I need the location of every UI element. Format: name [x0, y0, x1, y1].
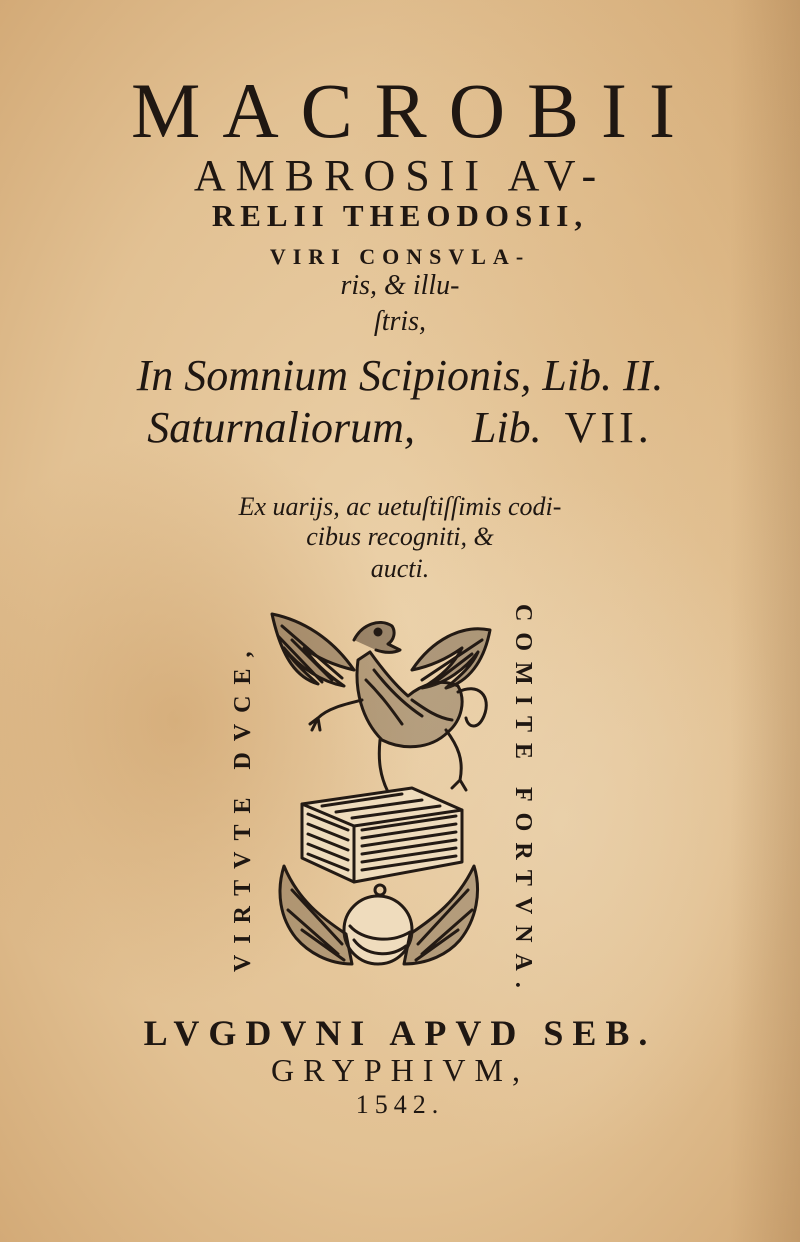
saturnalia-lib: Lib.	[471, 403, 542, 452]
work-title-saturnalia	[0, 402, 800, 453]
imprint-year: 1542.	[355, 1090, 445, 1119]
saturnalia-books: VII.	[564, 403, 653, 452]
printer-device-griffin-icon	[262, 600, 502, 990]
imprint-place-printer: LVGDVNI APVD SEB.	[143, 1013, 657, 1053]
motto-left: VIRTVTE DVCE,	[230, 640, 256, 972]
title-line-3: RELII THEODOSII,	[211, 198, 589, 233]
title-author-name: MACROBII	[130, 67, 698, 154]
edition-note-line-1: Ex uarijs, ac uetuſtiſſimis codi-	[238, 492, 562, 521]
work-title-somnium: In Somnium Scipionis, Lib. II.	[136, 351, 664, 400]
title-line-6: ſtris,	[373, 306, 427, 337]
title-line-5: ris, & illu-	[340, 270, 460, 301]
edition-note-line-3: aucti.	[370, 554, 430, 583]
edition-note-line-2: cibus recogniti, &	[306, 522, 494, 551]
imprint-printer-name: GRYPHIVM,	[271, 1052, 529, 1088]
title-line-2: AMBROSII AV-	[193, 151, 607, 200]
title-line-4: VIRI CONSVLA-	[269, 244, 531, 269]
saturnalia-name: Saturnaliorum,	[147, 403, 415, 452]
motto-right: COMITE FORTVNA.	[510, 604, 536, 999]
